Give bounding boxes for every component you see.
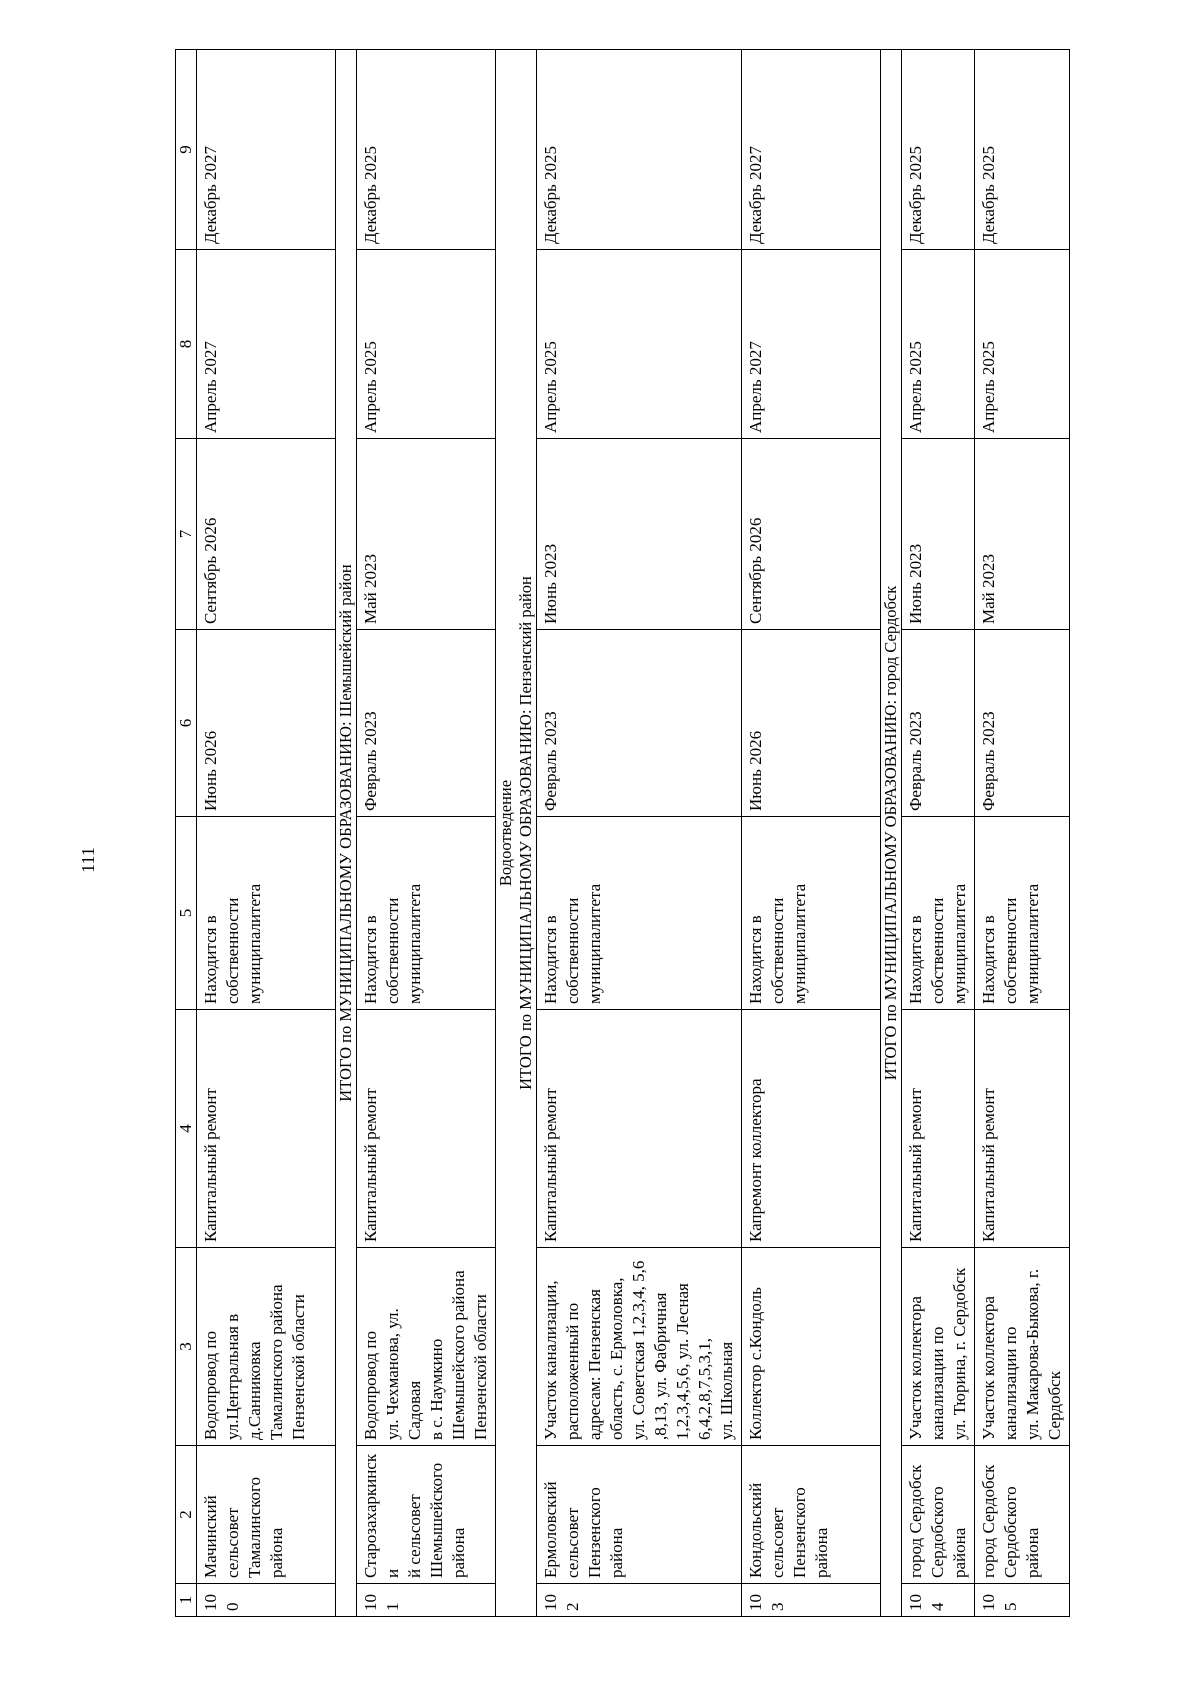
table-row-102 — [537, 50, 742, 1617]
date-cell: Июнь 2026 — [197, 630, 336, 817]
work-type-cell: Капремонт коллектора — [742, 1010, 881, 1248]
date-cell: Сентябрь 2026 — [742, 439, 881, 630]
row-number: 103 — [742, 1584, 881, 1617]
date-cell: Апрель 2025 — [357, 250, 496, 439]
table-row-103 — [742, 50, 881, 1617]
date-cell: Декабрь 2027 — [197, 50, 336, 250]
municipality-cell: Ермоловский сельсовет Пензенского района — [537, 1446, 742, 1584]
table-row-100 — [197, 50, 336, 1617]
date-cell: Май 2023 — [357, 439, 496, 630]
date-cell: Апрель 2025 — [537, 250, 742, 439]
date-cell: Сентябрь 2026 — [197, 439, 336, 630]
work-type-cell: Капитальный ремонт — [975, 1010, 1070, 1248]
date-cell: Декабрь 2025 — [902, 50, 975, 250]
work-type-cell: Капитальный ремонт — [357, 1010, 496, 1248]
date-cell: Апрель 2025 — [902, 250, 975, 439]
municipality-cell: Старозахаркински й сельсовет Шемышейского района — [357, 1446, 496, 1584]
header-cell: 9 — [176, 50, 197, 250]
header-cell: 2 — [176, 1446, 197, 1584]
date-cell: Июнь 2026 — [742, 630, 881, 817]
date-cell: Декабрь 2025 — [357, 50, 496, 250]
date-cell: Декабрь 2025 — [537, 50, 742, 250]
object-cell: Водопровод по ул.Центральная в д.Санниковка Тамалинского района Пензенской области — [197, 1248, 336, 1446]
table-row-105 — [975, 50, 1070, 1617]
total-label: ИТОГО по МУНИЦИПАЛЬНОМУ ОБРАЗОВАНИЮ: город Сердобск — [881, 50, 902, 1617]
date-cell: Апрель 2025 — [975, 250, 1070, 439]
section-title: Водоотведение — [496, 779, 515, 887]
date-cell: Июнь 2023 — [537, 439, 742, 630]
municipality-cell: Кондольский сельсовет Пензенского района — [742, 1446, 881, 1584]
ownership-cell: Находится в собственности муниципалитета — [537, 817, 742, 1010]
municipality-cell: город Сердобск Сердобского района — [902, 1446, 975, 1584]
row-number: 101 — [357, 1584, 496, 1617]
table-row-104 — [902, 50, 975, 1617]
date-cell: Февраль 2023 — [537, 630, 742, 817]
municipality-cell: город Сердобск Сердобского района — [975, 1446, 1070, 1584]
page-number: 111 — [78, 847, 98, 873]
total-label: ИТОГО по МУНИЦИПАЛЬНОМУ ОБРАЗОВАНИЮ: Пензенский район — [516, 576, 535, 1090]
row-number: 105 — [975, 1584, 1070, 1617]
object-cell: Участок коллектора канализации по ул. Макарова-Быкова, г. Сердобск — [975, 1248, 1070, 1446]
object-cell: Водопровод по ул. Чехманова, ул. Садовая в с. Наумкино Шемышейского района Пензенской области — [357, 1248, 496, 1446]
ownership-cell: Находится в собственности муниципалитета — [975, 817, 1070, 1010]
date-cell: Апрель 2027 — [742, 250, 881, 439]
ownership-cell: Находится в собственности муниципалитета — [197, 817, 336, 1010]
ownership-cell: Находится в собственности муниципалитета — [357, 817, 496, 1010]
header-cell: 7 — [176, 439, 197, 630]
header-row — [176, 50, 197, 1617]
total-row-serdobsk — [881, 50, 902, 1617]
ownership-cell: Находится в собственности муниципалитета — [742, 817, 881, 1010]
ownership-cell: Находится в собственности муниципалитета — [902, 817, 975, 1010]
header-cell: 5 — [176, 817, 197, 1010]
date-cell: Май 2023 — [975, 439, 1070, 630]
date-cell: Декабрь 2027 — [742, 50, 881, 250]
table-row-101 — [357, 50, 496, 1617]
date-cell: Апрель 2027 — [197, 250, 336, 439]
date-cell: Февраль 2023 — [902, 630, 975, 817]
date-cell: Февраль 2023 — [357, 630, 496, 817]
row-number: 104 — [902, 1584, 975, 1617]
municipality-cell: Мачинский сельсовет Тамалинского района — [197, 1446, 336, 1584]
date-cell: Декабрь 2025 — [975, 50, 1070, 250]
row-number: 102 — [537, 1584, 742, 1617]
date-cell: Февраль 2023 — [975, 630, 1070, 817]
rotated-table-container — [175, 50, 1200, 1617]
header-cell: 1 — [176, 1584, 197, 1617]
works-table — [175, 49, 1070, 1617]
section-cell — [496, 50, 537, 1617]
header-cell: 8 — [176, 250, 197, 439]
total-label: ИТОГО по МУНИЦИПАЛЬНОМУ ОБРАЗОВАНИЮ: Шемышейский район — [336, 50, 357, 1617]
total-row-shemysheysky — [336, 50, 357, 1617]
work-type-cell: Капитальный ремонт — [902, 1010, 975, 1248]
object-cell: Участок канализации, расположенный по адресам: Пензенская область, с. Ермоловка, ул. Советская 1,2,3,4, 5,6 ,8,13, ул. Фабричная 1,2,3,4,5,6, ул. Лесная 6,4,2,8,7,5,3,1, ул. Школьная — [537, 1248, 742, 1446]
date-cell: Июнь 2023 — [902, 439, 975, 630]
header-cell: 3 — [176, 1248, 197, 1446]
work-type-cell: Капитальный ремонт — [537, 1010, 742, 1248]
work-type-cell: Капитальный ремонт — [197, 1010, 336, 1248]
object-cell: Коллектор с.Кондоль — [742, 1248, 881, 1446]
header-cell: 6 — [176, 630, 197, 817]
section-row-penzensky — [496, 50, 537, 1617]
row-number: 100 — [197, 1584, 336, 1617]
object-cell: Участок коллектора канализации по ул. Тюрина, г. Сердобск — [902, 1248, 975, 1446]
header-cell: 4 — [176, 1010, 197, 1248]
